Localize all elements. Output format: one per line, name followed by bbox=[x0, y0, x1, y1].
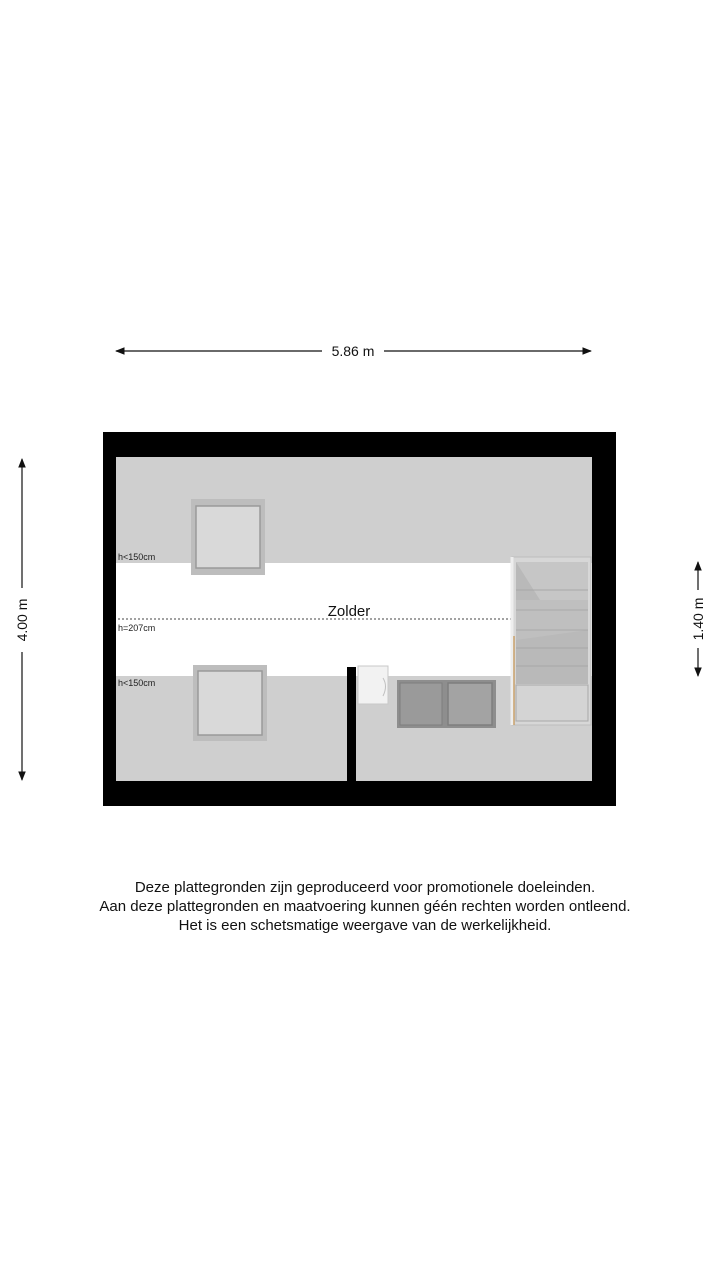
height-label-middle: h=207cm bbox=[118, 623, 156, 633]
disclaimer-line-2: Aan deze plattegronden en maatvoering kunnen géén rechten worden ontleend. bbox=[99, 898, 631, 915]
side-dimension bbox=[690, 562, 706, 676]
roof-window-bottom bbox=[193, 665, 267, 741]
disclaimer-line-1: Deze plattegronden zijn geproduceerd voor promotionele doeleinden. bbox=[134, 879, 596, 896]
roof-window-top bbox=[191, 499, 265, 575]
depth-dimension bbox=[14, 459, 30, 780]
width-dimension bbox=[116, 343, 591, 359]
storage-cabinets bbox=[397, 680, 496, 728]
height-label-bottom: h<150cm bbox=[118, 678, 156, 688]
boiler-unit bbox=[358, 666, 388, 704]
interior-wall bbox=[347, 667, 356, 781]
staircase bbox=[512, 557, 591, 725]
disclaimer-line-3: Het is een schetsmatige weergave van de werkelijkheid. bbox=[178, 917, 552, 934]
disclaimer bbox=[40, 878, 690, 935]
width-dimension-label: 5.86 m bbox=[331, 343, 375, 359]
side-dimension-label: 1.40 m bbox=[690, 597, 706, 641]
depth-dimension-label: 4.00 m bbox=[14, 598, 30, 642]
height-label-top: h<150cm bbox=[118, 552, 156, 562]
room-name-label: Zolder bbox=[327, 603, 371, 620]
